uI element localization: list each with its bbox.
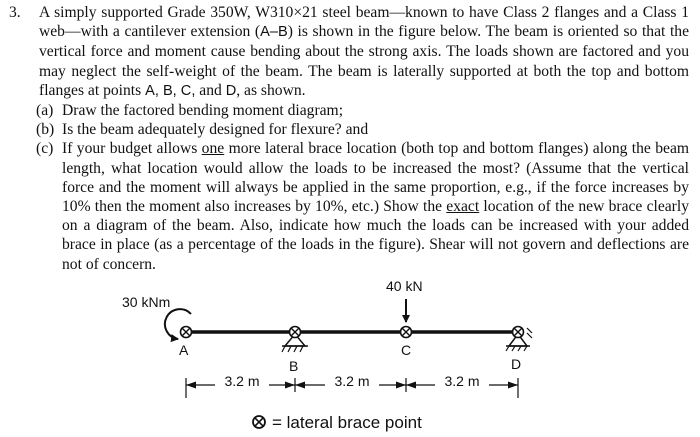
brace-point-c-icon: [401, 327, 412, 338]
part-b-text: Is the beam adequately designed for flexure? and: [62, 121, 369, 139]
problem-number: 3.: [9, 4, 21, 21]
brace-legend-icon: [253, 416, 265, 428]
point-label-d: D: [511, 356, 522, 372]
point-label-a: A: [179, 342, 189, 358]
part-b: [36, 120, 689, 139]
brace-point-d-icon: [513, 327, 524, 338]
legend-text: = lateral brace point: [272, 413, 422, 432]
part-b-label: (b): [36, 121, 55, 139]
span-label-bc: 3.2 m: [334, 373, 370, 389]
brace-point-a-icon: [181, 327, 192, 338]
brace-point-b-icon: [290, 327, 301, 338]
beam-figure: [0, 270, 700, 437]
problem-statement: [9, 3, 689, 274]
span-label-ab: 3.2 m: [224, 373, 260, 389]
part-a-text: Draw the factored bending moment diagram;: [62, 102, 344, 120]
part-c-label: (c): [36, 140, 54, 158]
force-label: 40 kN: [386, 278, 423, 294]
point-label-c: C: [401, 342, 412, 358]
part-a-label: (a): [36, 102, 54, 120]
moment-label: 30 kNm: [122, 294, 171, 310]
span-label-cd: 3.2 m: [444, 373, 480, 389]
part-c-text: If your budget allows one more lateral brace location (both top and bottom flanges) along the beam length, what location would allow the loads to be increased the most? (Assume that the vertical force and the moment will always be applied in the same proportion, e.g., if the force increases by 10% then the moment also increases by 10%, etc.) Show the exact location of the new brace clearly on a diagram of the beam. Also, indicate how much the loads can be increased with your added brace in place (as a percentage of the loads in the figure). Shear will not govern and deflections are not of concern.: [62, 140, 689, 273]
problem-intro-text: A simply supported Grade 350W, W310×21 steel beam—known to have Class 2 flanges and a Class 1 web—with a cantilever extension (A–B) is shown in the figure below. The beam is oriented so that the vertical force and moment cause bending about the strong axis. The loads shown are factored and you may neglect the self-weight of the beam. The beam is laterally supported at both the top and bottom flanges at points A, B, C, and D, as shown.: [39, 4, 689, 99]
point-label-b: B: [289, 358, 299, 374]
part-a: [36, 101, 689, 120]
part-c: [36, 139, 689, 273]
problem-intro: [9, 3, 689, 101]
